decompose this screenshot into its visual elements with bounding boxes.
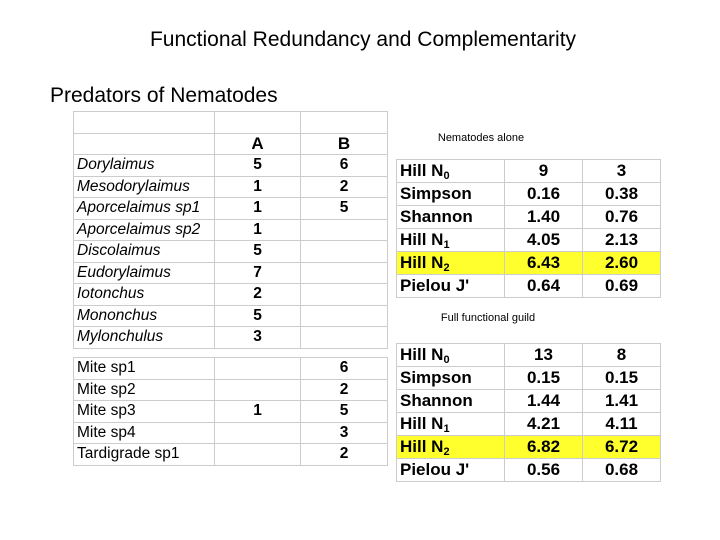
table-row <box>74 327 388 349</box>
stat-value-b: 6.72 <box>583 436 661 459</box>
stat-row <box>397 390 661 413</box>
species-name: Mite sp3 <box>74 401 215 423</box>
count-a: 7 <box>215 262 301 284</box>
table-row <box>74 262 388 284</box>
count-b: 5 <box>301 401 388 423</box>
slide-subtitle: Predators of Nematodes <box>50 84 278 107</box>
species-name: Discolaimus <box>74 241 215 263</box>
count-b: 2 <box>301 379 388 401</box>
table-row <box>74 198 388 220</box>
count-a: 2 <box>215 284 301 306</box>
full-guild-stats-table <box>396 343 661 482</box>
stat-label-text: Hill N <box>400 253 444 272</box>
count-a <box>215 444 301 466</box>
species-name: Mite sp4 <box>74 422 215 444</box>
count-a <box>215 422 301 444</box>
species-name: Mylonchulus <box>74 327 215 349</box>
slide-title: Functional Redundancy and Complementarity <box>149 28 577 51</box>
species-name: Mite sp1 <box>74 358 215 380</box>
stat-label-text: Pielou J' <box>400 276 470 295</box>
count-b: 3 <box>301 422 388 444</box>
stat-row <box>397 206 661 229</box>
stat-value-a: 13 <box>505 344 583 367</box>
stat-label-text: Simpson <box>400 368 472 387</box>
species-name: Aporcelaimus sp2 <box>74 219 215 241</box>
stat-label-text: Hill N <box>400 345 444 364</box>
stat-label-text: Pielou J' <box>400 460 470 479</box>
stat-row <box>397 436 661 459</box>
stat-label-subscript: 0 <box>443 354 450 366</box>
stat-row <box>397 183 661 206</box>
count-b: 6 <box>301 155 388 177</box>
stat-label <box>397 367 505 390</box>
count-a: 1 <box>215 401 301 423</box>
column-header-b: B <box>301 133 388 155</box>
count-b <box>301 241 388 263</box>
count-a: 1 <box>215 176 301 198</box>
table-header-row <box>74 133 388 155</box>
count-a: 3 <box>215 327 301 349</box>
table-row <box>74 155 388 177</box>
stat-row <box>397 344 661 367</box>
stat-label-text: Hill N <box>400 437 444 456</box>
stat-label <box>397 206 505 229</box>
species-name: Mesodorylaimus <box>74 176 215 198</box>
stat-value-b: 0.69 <box>583 275 661 298</box>
species-name: Dorylaimus <box>74 155 215 177</box>
stat-value-b: 4.11 <box>583 413 661 436</box>
stat-label <box>397 436 505 459</box>
table-blank-row <box>74 112 388 134</box>
species-name: Aporcelaimus sp1 <box>74 198 215 220</box>
other-predators-table <box>73 357 388 466</box>
stat-label-subscript: 2 <box>443 446 450 458</box>
stat-value-b: 2.13 <box>583 229 661 252</box>
stat-label-text: Shannon <box>400 391 473 410</box>
stat-value-a: 4.05 <box>505 229 583 252</box>
stat-label-text: Hill N <box>400 161 444 180</box>
stat-row <box>397 459 661 482</box>
stat-label <box>397 252 505 275</box>
stat-value-a: 6.43 <box>505 252 583 275</box>
count-b: 2 <box>301 176 388 198</box>
count-b <box>301 219 388 241</box>
species-name: Tardigrade sp1 <box>74 444 215 466</box>
stat-label-text: Shannon <box>400 207 473 226</box>
nematodes-alone-caption: Nematodes alone <box>437 132 525 144</box>
count-a: 1 <box>215 198 301 220</box>
column-header-a: A <box>215 133 301 155</box>
stat-value-a: 0.16 <box>505 183 583 206</box>
stat-label-text: Hill N <box>400 414 444 433</box>
stat-value-a: 1.40 <box>505 206 583 229</box>
stat-row <box>397 367 661 390</box>
stat-row <box>397 160 661 183</box>
stat-row <box>397 252 661 275</box>
table-row <box>74 284 388 306</box>
stat-value-a: 0.56 <box>505 459 583 482</box>
stat-row <box>397 229 661 252</box>
count-b <box>301 284 388 306</box>
nematodes-alone-stats-table <box>396 159 661 298</box>
stat-label-text: Simpson <box>400 184 472 203</box>
stat-row <box>397 275 661 298</box>
stat-label <box>397 344 505 367</box>
stat-value-a: 4.21 <box>505 413 583 436</box>
count-a: 1 <box>215 219 301 241</box>
stat-label <box>397 390 505 413</box>
stat-value-b: 0.15 <box>583 367 661 390</box>
count-a: 5 <box>215 305 301 327</box>
stat-label <box>397 229 505 252</box>
species-name: Mite sp2 <box>74 379 215 401</box>
count-a: 5 <box>215 155 301 177</box>
stat-value-a: 0.64 <box>505 275 583 298</box>
species-name: Mononchus <box>74 305 215 327</box>
stat-value-a: 0.15 <box>505 367 583 390</box>
stat-label-text: Hill N <box>400 230 444 249</box>
stat-value-b: 1.41 <box>583 390 661 413</box>
stat-value-b: 0.76 <box>583 206 661 229</box>
full-guild-caption: Full functional guild <box>440 312 536 324</box>
count-b: 5 <box>301 198 388 220</box>
count-b <box>301 305 388 327</box>
table-row <box>74 176 388 198</box>
table-row <box>74 358 388 380</box>
stat-label <box>397 275 505 298</box>
count-a: 5 <box>215 241 301 263</box>
count-b: 2 <box>301 444 388 466</box>
stat-label <box>397 413 505 436</box>
count-a <box>215 379 301 401</box>
stat-label-subscript: 2 <box>443 262 450 274</box>
table-row <box>74 444 388 466</box>
stat-value-a: 6.82 <box>505 436 583 459</box>
table-row <box>74 219 388 241</box>
count-b <box>301 262 388 284</box>
stat-label <box>397 459 505 482</box>
stat-value-b: 0.68 <box>583 459 661 482</box>
stat-value-b: 8 <box>583 344 661 367</box>
stat-label-subscript: 1 <box>443 423 450 435</box>
stat-value-b: 3 <box>583 160 661 183</box>
stat-label <box>397 183 505 206</box>
table-row <box>74 401 388 423</box>
stat-value-a: 1.44 <box>505 390 583 413</box>
count-a <box>215 358 301 380</box>
table-row <box>74 305 388 327</box>
stat-row <box>397 413 661 436</box>
stat-value-b: 0.38 <box>583 183 661 206</box>
nematode-species-table <box>73 111 388 349</box>
stat-value-b: 2.60 <box>583 252 661 275</box>
table-row <box>74 422 388 444</box>
count-b: 6 <box>301 358 388 380</box>
species-name: Eudorylaimus <box>74 262 215 284</box>
table-row <box>74 379 388 401</box>
stat-label <box>397 160 505 183</box>
species-name: Iotonchus <box>74 284 215 306</box>
table-row <box>74 241 388 263</box>
stat-value-a: 9 <box>505 160 583 183</box>
count-b <box>301 327 388 349</box>
stat-label-subscript: 0 <box>443 170 450 182</box>
stat-label-subscript: 1 <box>443 239 450 251</box>
